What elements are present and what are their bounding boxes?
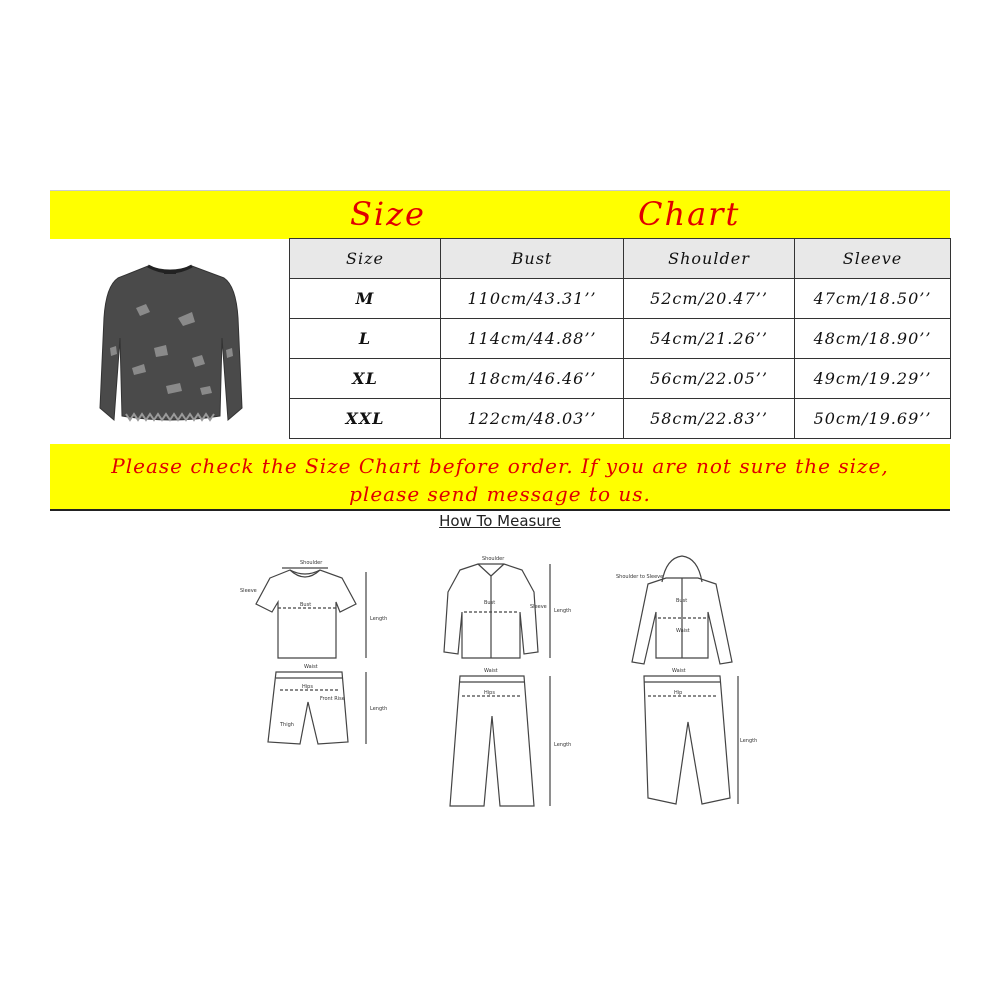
- table-cell: 54cm/21.26’’: [624, 319, 795, 359]
- size-table: [289, 238, 951, 439]
- label-length-tshirt: Length: [370, 616, 388, 622]
- sweater-image: [96, 258, 244, 428]
- label-waist-trousers: Waist: [484, 668, 498, 674]
- hoodie-outline: [632, 556, 732, 664]
- table-cell: M: [290, 279, 441, 319]
- label-bust-tshirt: Bust: [300, 602, 312, 608]
- table-cell: 48cm/18.90’’: [795, 319, 951, 359]
- column-header: Shoulder: [624, 239, 795, 279]
- label-waist-hoodie: Waist: [676, 628, 690, 634]
- label-shoulder-tshirt: Shoulder: [300, 560, 323, 566]
- label-waist-shorts: Waist: [304, 664, 318, 670]
- table-cell: 114cm/44.88’’: [441, 319, 624, 359]
- table-cell: 58cm/22.83’’: [624, 399, 795, 439]
- label-sleeve-tshirt: Sleeve: [240, 588, 257, 594]
- size-note-band: [50, 444, 950, 511]
- size-chart-title-band: [50, 190, 950, 239]
- column-header: Bust: [441, 239, 624, 279]
- table-cell: 110cm/43.31’’: [441, 279, 624, 319]
- table-cell: 118cm/46.46’’: [441, 359, 624, 399]
- note-line-1: Please check the Size Chart before order. If you are not sure the size,: [111, 454, 889, 478]
- trousers-outline: [450, 676, 550, 806]
- how-to-measure-title: How To Measure: [439, 512, 561, 530]
- label-length-shorts: Length: [370, 706, 388, 712]
- table-row: [290, 399, 951, 439]
- table-row: [290, 279, 951, 319]
- table-cell: XL: [290, 359, 441, 399]
- note-line-2: please send message to us.: [349, 482, 651, 506]
- label-sleeve-shirt: Sleeve: [530, 604, 547, 610]
- label-length-shirt: Length: [554, 608, 572, 614]
- label-shoulder-to-sleeve: Shoulder to Sleeve: [616, 574, 664, 580]
- column-header: Size: [290, 239, 441, 279]
- tshirt-outline: [256, 568, 366, 658]
- shorts-outline: [268, 672, 366, 744]
- table-row: [290, 319, 951, 359]
- table-header-row: [290, 239, 951, 279]
- label-hips-shorts: Hips: [302, 684, 313, 690]
- joggers-outline: [644, 676, 738, 804]
- title-word-chart: Chart: [638, 195, 741, 233]
- table-cell: 47cm/18.50’’: [795, 279, 951, 319]
- table-cell: XXL: [290, 399, 441, 439]
- label-length-trousers: Length: [554, 742, 572, 748]
- how-to-measure-diagram: [220, 512, 780, 810]
- label-thigh: Thigh: [280, 722, 294, 728]
- label-bust-hoodie: Bust: [676, 598, 688, 604]
- column-header: Sleeve: [795, 239, 951, 279]
- table-cell: L: [290, 319, 441, 359]
- label-shoulder-shirt: Shoulder: [482, 556, 505, 562]
- table-cell: 49cm/19.29’’: [795, 359, 951, 399]
- table-row: [290, 359, 951, 399]
- shirt-outline: [444, 564, 550, 658]
- label-front-rise: Front Rise: [320, 696, 345, 702]
- table-cell: 56cm/22.05’’: [624, 359, 795, 399]
- table-cell: 122cm/48.03’’: [441, 399, 624, 439]
- table-cell: 50cm/19.69’’: [795, 399, 951, 439]
- label-hip-joggers: Hip: [674, 690, 683, 696]
- label-hips-trousers: Hips: [484, 690, 495, 696]
- label-length-joggers: Length: [740, 738, 758, 744]
- label-waist-joggers: Waist: [672, 668, 686, 674]
- title-word-size: Size: [350, 195, 426, 233]
- table-cell: 52cm/20.47’’: [624, 279, 795, 319]
- label-bust-shirt: Bust: [484, 600, 496, 606]
